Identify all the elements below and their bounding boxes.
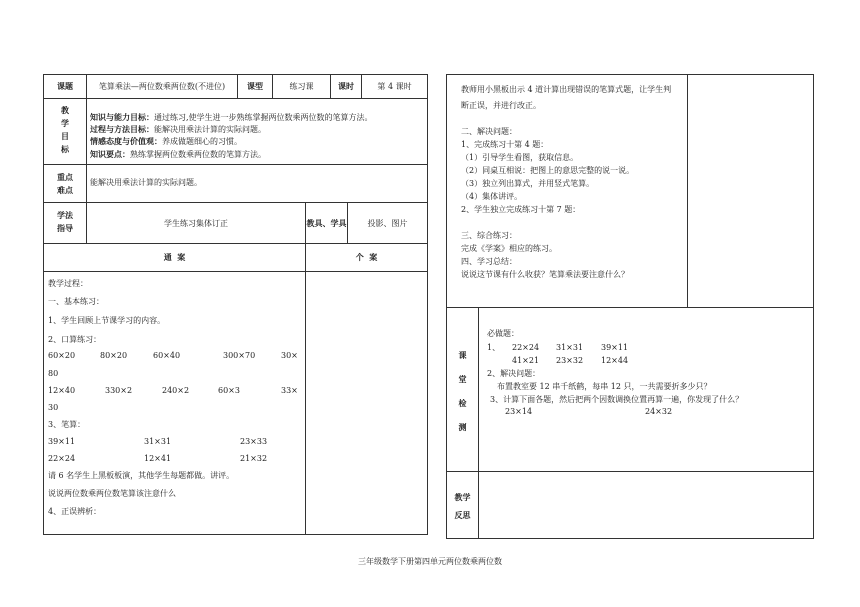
calc-problem: 23×14 xyxy=(505,407,533,416)
method-label: 学法 指导 xyxy=(57,211,73,233)
oral-problem: 80×20 xyxy=(100,351,128,360)
tools-label: 教具、学具 xyxy=(306,218,347,228)
written-problem: 12×41 xyxy=(144,454,172,463)
tools-value: 投影、图片 xyxy=(367,218,408,228)
process-title: 教学过程： xyxy=(48,279,88,288)
oral-problem: 60×20 xyxy=(48,351,76,360)
section-comprehensive: 三、综合练习： xyxy=(461,231,517,240)
oral-problem-wrap: 30 xyxy=(48,403,59,412)
oral-problem: 60×40 xyxy=(153,351,181,360)
oral-problem: 240×2 xyxy=(162,386,190,395)
topic-label: 课题 xyxy=(57,82,73,91)
footer: 三年级数学下册第四单元两位数乘两位数 xyxy=(358,557,502,566)
solve-step: （2）同桌互相说：把图上的意思完整的说一说。 xyxy=(461,166,635,175)
written-problem: 22×24 xyxy=(48,454,76,463)
summary-text: 说说这节课有什么收获？笔算乘法要注意什么？ xyxy=(461,270,629,279)
key-points-value: 能解决用乘法计算的实际问题。 xyxy=(90,178,202,187)
goal-process: 过程与方法目标：能解决用乘法计算的实际问题。 xyxy=(90,125,266,134)
solve-step: （4）集体讲评。 xyxy=(461,192,523,201)
process-note: 请 6 名学生上黑板板演，其他学生每题都做。讲评。 xyxy=(48,471,235,480)
written-problem: 39×11 xyxy=(48,437,76,446)
goal-knowledge: 知识与能力目标：通过练习,使学生进一步熟练掌握两位数乘两位数的笔算方法。 xyxy=(90,113,373,122)
oral-problem: 30× xyxy=(281,351,298,360)
written-problem: 21×32 xyxy=(240,454,268,463)
solve-item-1: 1、完成练习十第 4 题： xyxy=(461,140,549,149)
item-oral: 2、口算练习： xyxy=(48,335,102,344)
test-problem: 41×21 xyxy=(512,356,540,365)
must-do-title: 必做题： xyxy=(487,329,519,338)
test-problem: 23×32 xyxy=(556,356,584,365)
goals-label: 教 学 目 标 xyxy=(61,106,69,154)
topic-value: 笔算乘法—两位数乘两位数(不进位) xyxy=(98,82,226,91)
method-value: 学生练习集体订正 xyxy=(164,218,228,228)
type-label: 课型 xyxy=(247,82,263,91)
classroom-test-label: 课 堂 检 测 xyxy=(458,351,467,432)
comprehensive-text: 完成《学案》相应的练习。 xyxy=(461,244,557,253)
problem-number: 1、 xyxy=(487,343,501,352)
test-problem: 22×24 xyxy=(512,343,540,352)
type-value: 练习课 xyxy=(289,82,314,91)
problem-solving-title: 2、解决问题： xyxy=(487,369,541,378)
problem-solving-text: 布置教室要 12 串千纸鹤，每串 12 只，一共需要折多少只？ xyxy=(497,382,712,391)
oral-problem: 330×2 xyxy=(105,386,133,395)
calc-instruction: 3、计算下面各题，然后把两个因数调换位置再算一遍，你发现了什么？ xyxy=(490,395,744,404)
personal-plan-header: 个 案 xyxy=(355,253,378,262)
solve-item-2: 2、学生独立完成练习十第 7 题： xyxy=(461,205,581,214)
period-label: 课时 xyxy=(338,82,354,91)
test-problem: 12×44 xyxy=(601,356,629,365)
key-points-label: 重点 难点 xyxy=(57,173,73,195)
item-review: 1、学生回顾上节课学习的内容。 xyxy=(48,316,166,325)
reflection-label: 教学 反思 xyxy=(454,493,471,520)
right-text: 教师用小黑板出示 4 道计算出现错误的笔算式题，让学生判 xyxy=(461,85,672,94)
goal-keypoint: 知识要点：熟练掌握两位数乘两位数的笔算方法。 xyxy=(90,150,266,159)
test-problem: 31×31 xyxy=(556,343,584,352)
period-value: 第 4 课时 xyxy=(377,82,412,91)
section-summary: 四、学习总结： xyxy=(461,257,517,266)
item-written: 3、笔算： xyxy=(48,420,86,429)
test-problem: 39×11 xyxy=(601,343,629,352)
section-basic: 一、基本练习： xyxy=(48,297,104,306)
section-solve: 二、解决问题： xyxy=(461,127,517,136)
oral-problem: 60×3 xyxy=(218,386,240,395)
oral-problem: 12×40 xyxy=(48,386,76,395)
solve-step: （1）引导学生看图，获取信息。 xyxy=(461,153,579,162)
goal-attitude: 情感态度与价值观：养成做题细心的习惯。 xyxy=(90,137,242,146)
oral-problem: 300×70 xyxy=(223,351,256,360)
process-question: 说说两位数乘两位数笔算该注意什么 xyxy=(48,489,176,498)
written-problem: 31×31 xyxy=(144,437,172,446)
right-text: 断正误，并进行改正。 xyxy=(461,101,541,110)
written-problem: 23×33 xyxy=(240,437,268,446)
item-error-analysis: 4、正误辨析： xyxy=(48,507,102,516)
common-plan-header: 通 案 xyxy=(163,253,186,262)
oral-problem: 33× xyxy=(281,386,298,395)
oral-problem-wrap: 80 xyxy=(48,369,59,378)
solve-step: （3）独立列出算式，并用竖式笔算。 xyxy=(461,179,595,188)
calc-problem: 24×32 xyxy=(645,407,673,416)
